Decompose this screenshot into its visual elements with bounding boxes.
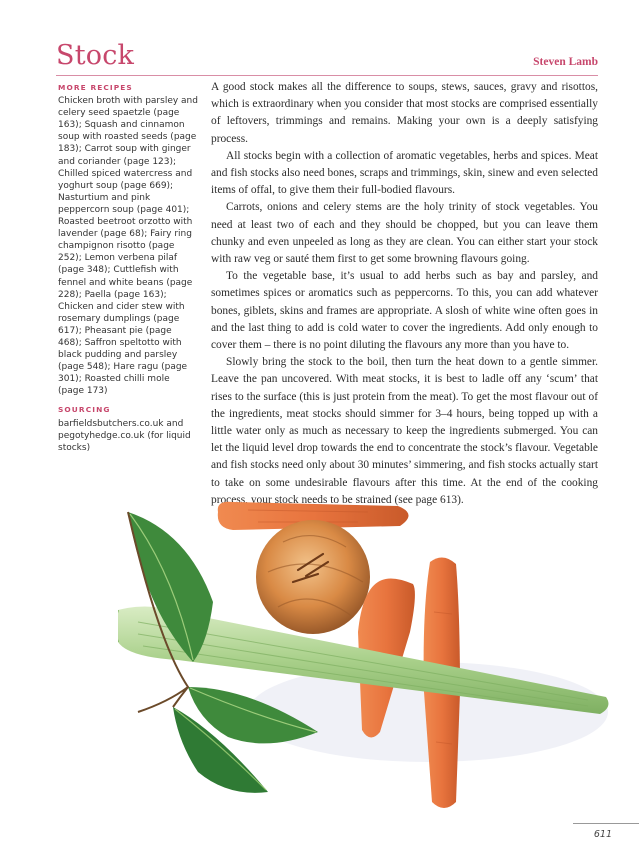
footer-rule [573,823,639,824]
paragraph: To the vegetable base, it’s usual to add herbs such as bay and parsley, and sometimes spices or aromatics such as peppercorns. To this, you can add whatever bones, giblets, skins and frames are appropriate. A slosh of white wine often goes in and the last thing to add is cold water to cover the ingredients. Add only enough to cover them – there is no point diluting the flavours any more than you have to. [211,270,598,352]
more-recipes-heading: MORE RECIPES [58,83,133,92]
vegetables-illustration [118,492,618,822]
more-recipes-list: Chicken broth with parsley and celery seed spaetzle (page 163); Squash and cinnamon soup with roasted seeds (page 183); Carrot soup with ginger and coriander (page 123); Chilled spiced watercress and yoghurt soup (page 669); Nasturtium and pink peppercorn soup (page 401); Roasted beetroot orzotto with lavender (page 68); Fairy ring champignon risotto (page 252); Lemon verbena pilaf (page 348); Cuttlefish with fennel and white beans (page 228); Paella (page 163); Chicken and cider stew with rosemary dumplings (page 617); Pheasant pie (page 468); Saffron speltotto with black pudding and parsley (page 548); Hare ragu (page 301); Roasted chilli mole (page 173) [58,96,198,397]
onion-icon [256,520,370,634]
paragraph: A good stock makes all the difference to soups, stews, sauces, gravy and risottos, which is extraordinary when you consider that most stocks are comprised essentially of leftovers, trimmings and remains. Making your own is a deeply satisfying process. [211,81,598,145]
paragraph: All stocks begin with a collection of aromatic vegetables, herbs and spices. Meat and fish stocks also need bones, scraps and trimmings, skin, sinew and even selected items of offal, to give them their full-bodied flavours. [211,149,598,197]
sidebar [58,82,198,454]
paragraph: Slowly bring the stock to the boil, then turn the heat down to a gentle simmer. Leave the pan uncovered. With meat stocks, it is best to ladle off any ‘scum’ that rises to the surface (this is just protein from the meat). To get the most flavour out of the ingredients, meat stocks should simmer for 3–4 hours, being topped up with a little water only as much as necessary to keep the ingredients submerged. You can let the liquid level drop towards the end to concentrate the stock’s flavour. Vegetable and fish stocks need only about 30 minutes’ simmering, and fish stocks actually start to take on some undesirable flavours after this time. At the end of the cooking process, your stock needs to be strained (see page 613). [211,356,598,506]
body-text [211,79,598,509]
sourcing-text: barfieldsbutchers.co.uk and pegotyhedge.co.uk (for liquid stocks) [58,418,191,453]
paragraph: Carrots, onions and celery stems are the holy trinity of stock vegetables. You need at least two of each and they should be chopped, but you can leave them chunky and even unpeeled as long as they are clean. You can either start your stock with raw veg or sauté them first to get some browning flavours going. [211,201,598,266]
page-number: 611 [593,829,612,840]
author-name: Steven Lamb [533,56,598,68]
sourcing-heading: SOURCING [58,405,111,415]
page-title: Stock [56,40,135,71]
header-rule [56,75,598,76]
